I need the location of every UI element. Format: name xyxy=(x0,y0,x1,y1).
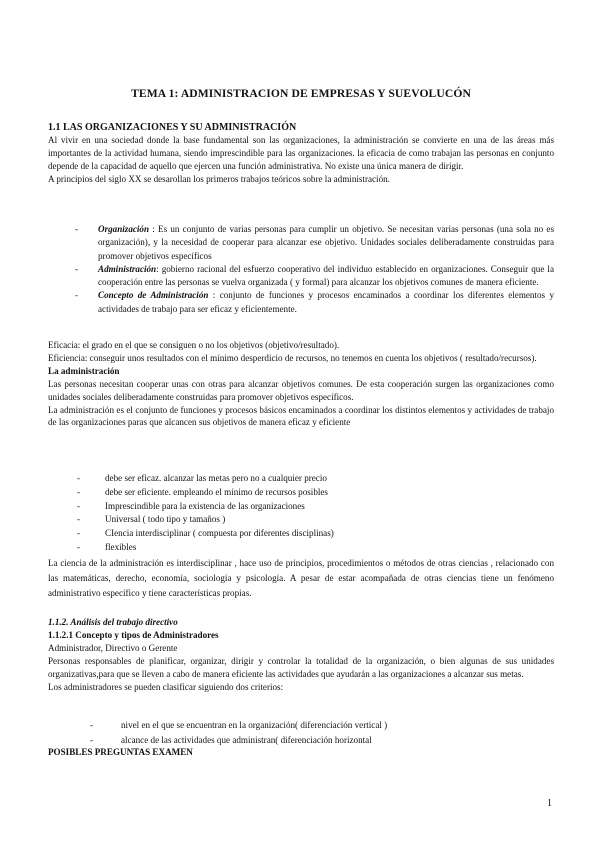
definition-term: Organización xyxy=(98,224,150,234)
bullet-dash: - xyxy=(77,528,81,539)
definition-term: Concepto de Administración xyxy=(98,290,209,301)
definition-item xyxy=(48,289,554,316)
bullet-dash: - xyxy=(75,263,79,274)
efficacy-block xyxy=(48,339,554,429)
eficiencia-text: Eficiencia: conseguir unos resultados con el mínimo desperdicio de recursos, no tenemos en cuenta los objetivos ( resultado/recursos). xyxy=(48,352,537,363)
section-1-1-2 xyxy=(48,616,554,693)
list-item: - nivel en el que se encuentran en la organización( diferenciación vertical ) xyxy=(48,718,554,733)
section-heading-1-1-2-1: 1.1.2.1 Concepto y tipos de Administradores xyxy=(48,629,219,640)
definition-item xyxy=(48,263,554,290)
bullet-dash: - xyxy=(77,500,81,511)
definition-text: : gobierno racional del esfuerzo cooperativo del individuo establecido en organizaciones. Conseguir que la cooperación entre las personas se vuelva organizada ( y formal) para alcanzar los objetivos comunes de manera eficiente. xyxy=(98,263,554,288)
list-item: - CIencia interdisciplinar ( compuesta por diferentes disciplinas) xyxy=(48,527,554,541)
definitions-list xyxy=(48,223,554,316)
bullet-dash: - xyxy=(90,720,94,730)
list-item: - flexibles xyxy=(48,541,554,555)
science-text: La ciencia de la administración es interdisciplinar , hace uso de principios, procedimientos o métodos de otras ciencias , relacionado con las matemáticas, derecho, economía, sociología y psicología. A pesar de estar acompañada de otras ciencias tiene un fenómeno administrativo específico y tiene características propias. xyxy=(48,558,554,598)
science-paragraph xyxy=(48,556,554,601)
intro-text-2: A principios del siglo XX se desarollan los primeros trabajos teóricos sobre la administración. xyxy=(48,173,390,184)
exam-questions-heading: POSIBLES PREGUNTAS EXAMEN xyxy=(48,747,193,757)
admin-subheading: La administración xyxy=(48,365,120,376)
intro-paragraph xyxy=(48,134,554,186)
section-heading-1-1: 1.1 LAS ORGANIZACIONES Y SU ADMINISTRACIÓN xyxy=(48,122,297,133)
definition-text: : Es un conjunto de varias personas para cumplir un objetivo. Se necesitan varias personas (una sola no es organización), y la necesidad de cooperar para alcanzar ese objetivo. Unidades sociales deliberadamente construidas para promover objetivos específicos xyxy=(98,224,554,261)
criteria-intro: Los administradores se pueden clasificar siguiendo dos criterios: xyxy=(48,681,284,692)
page-number: 1 xyxy=(547,798,552,809)
bullet-dash: - xyxy=(77,473,81,483)
bullet-dash: - xyxy=(90,734,94,745)
bullet-dash: - xyxy=(77,514,81,525)
page-title: TEMA 1: ADMINISTRACION DE EMPRESAS Y SUEVOLUCÓN xyxy=(131,87,471,100)
bullet-dash: - xyxy=(77,486,81,497)
list-item: - Universal ( todo tipo y tamaños ) xyxy=(48,513,554,527)
criteria-list xyxy=(48,718,554,747)
bullet-dash: - xyxy=(75,290,79,301)
list-item: - debe ser eficaz. alcanzar las metas pero no a cualquier precio xyxy=(48,472,554,486)
list-item: - debe ser eficiente. empleando el mínimo de recursos posibles xyxy=(48,486,554,500)
definition-term: Administración xyxy=(98,263,157,274)
definition-text: : conjunto de funciones y procesos encaminados a coordinar los diferentes elementos y actividades de trabajo para ser eficaz y eficientemente. xyxy=(98,290,555,314)
eficacia-text: Eficacia: el grado en el que se consiguen o no los objetivos (objetivo/resultado). xyxy=(48,340,340,350)
list-item: - Imprescindible para la existencia de las organizaciones xyxy=(48,500,554,514)
bullet-dash: - xyxy=(75,224,79,234)
admin-paragraph-2: La administración es el conjunto de funciones y procesos básicos encaminados a coordinar los distintos elementos y actividades de trabajo de las organizaciones paras que alcancen sus objetivos de manera eficaz y eficiente xyxy=(48,404,554,428)
list-item: - alcance de las actividades que administran( diferenciación horizontal xyxy=(48,733,554,748)
definition-item xyxy=(48,223,554,263)
admin-paragraph-1: Las personas necesitan cooperar unas con otras para alcanzar objetivos comunes. De esta cooperación surgen las organizaciones como unidades sociales deliberadamente construidas para promover objetivos específicos. xyxy=(48,378,554,402)
managers-paragraph: Personas responsables de planificar, organizar, dirigir y controlar la totalidad de la organización, o bien algunas de sus unidades organizativas,para que se lleven a cabo de manera eficiente las actividades que ayudarán a las organizaciones a alcanzar sus metas. xyxy=(48,655,554,679)
section-heading-1-1-2: 1.1.2. Análisis del trabajo directivo xyxy=(48,617,178,627)
roles-text: Administrador, Directivo o Gerente xyxy=(48,642,178,653)
intro-text: Al vivir en una sociedad donde la base fundamental son las organizaciones, la administración se convierte en una de las áreas más importantes de la actividad humana, siendo imprescindible para las organizaciones. la eficacia de como trabajan las personas en conjunto depende de la capacidad de aquello que ejercen una función administrativa. No existe una única manera de dirigir. xyxy=(48,135,554,171)
admin-characteristics-list xyxy=(48,472,554,555)
bullet-dash: - xyxy=(77,541,81,552)
